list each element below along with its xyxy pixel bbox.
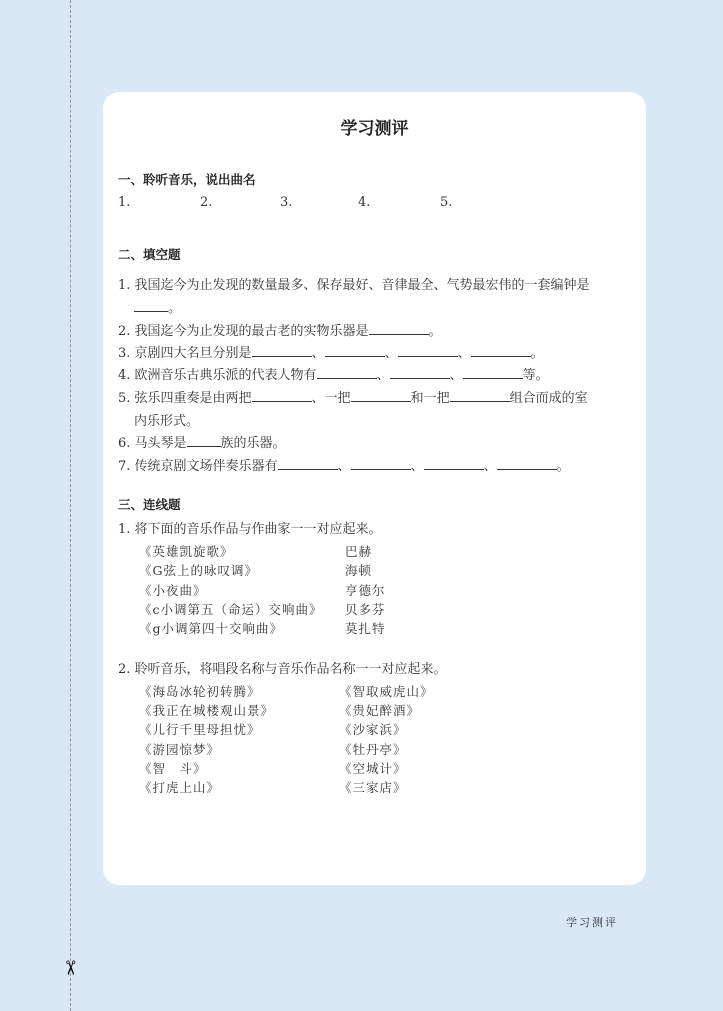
question-text: 、 (457, 346, 471, 361)
question-text: 等。 (522, 368, 549, 383)
fill-blank-line (118, 432, 286, 451)
matching-right-item: 《智取威虎山》 (339, 684, 434, 699)
matching-right-item: 《贵妃醉酒》 (339, 703, 421, 719)
matching-right-item: 莫扎特 (345, 621, 386, 637)
matching-left-item: 《g小调第四十交响曲》 (139, 621, 284, 637)
section3-heading: 三、连线题 (118, 497, 181, 512)
answer-blank[interactable] (187, 434, 221, 447)
answer-blank[interactable] (134, 299, 168, 312)
answer-blank[interactable] (325, 344, 385, 357)
question-text: 。 (428, 324, 442, 339)
answer-blank[interactable] (471, 344, 531, 357)
question-text: 5. 弦乐四重奏是由两把 (118, 391, 252, 406)
question-text: 1. 我国迄今为止发现的数量最多、保存最好、音律最全、气势最宏伟的一套编钟是 (118, 278, 590, 293)
fill-blank-line (118, 455, 570, 474)
question-text: 。 (530, 346, 544, 361)
section1-heading: 一、聆听音乐，说出曲名 (118, 172, 256, 187)
question-text: 组合而成的室 (509, 391, 588, 406)
matching-right-item: 巴赫 (345, 544, 373, 559)
question-text: 内乐形式。 (134, 414, 200, 429)
matching-left-item: 《游园惊梦》 (139, 741, 221, 757)
question-text: 、 (376, 368, 390, 383)
matching-left-item: 《儿行千里母担忧》 (139, 722, 261, 738)
answer-blank[interactable] (252, 344, 312, 357)
matching-left-item: 《海岛冰轮初转腾》 (139, 684, 261, 699)
question-text: 6. 马头琴是 (118, 436, 187, 451)
question-text: 族的乐器。 (220, 436, 286, 451)
cut-line (70, 0, 71, 1011)
answer-blank[interactable] (450, 389, 510, 402)
answer-blank[interactable] (398, 344, 458, 357)
matching-q1-prompt: 1. 将下面的音乐作品与作曲家一一对应起来。 (118, 522, 382, 537)
assessment-card (103, 92, 646, 885)
fill-blank-line (118, 320, 442, 339)
answer-blank[interactable] (497, 457, 557, 470)
fill-blank-line (134, 410, 199, 429)
answer-blank[interactable] (351, 389, 411, 402)
answer-blank[interactable] (424, 457, 484, 470)
matching-left-item: 《打虎上山》 (139, 780, 221, 795)
question-text: 、 (410, 459, 424, 474)
answer-blank[interactable] (278, 457, 338, 470)
question-text: 。 (168, 301, 182, 316)
scissors-icon: ✂ (58, 959, 83, 977)
matching-left-item: 《G弦上的咏叹调》 (139, 563, 258, 579)
question-text: 7. 传统京剧文场伴奏乐器有 (118, 459, 278, 474)
question-text: 、 (384, 346, 398, 361)
answer-blank[interactable] (252, 389, 312, 402)
answer-blank[interactable] (390, 366, 450, 379)
question-text: 、 (483, 459, 497, 474)
answer-blank[interactable] (317, 366, 377, 379)
fill-blank-line (118, 342, 544, 361)
matching-right-item: 《沙家浜》 (339, 722, 407, 738)
matching-left-item: 《英雄凯旋歌》 (139, 544, 234, 559)
matching-right-item: 贝多芬 (345, 601, 386, 617)
question-text: 3. 京剧四大名旦分别是 (118, 346, 252, 361)
matching-right-item: 《空城计》 (339, 760, 407, 776)
question-text: 、一把 (311, 391, 351, 406)
question-text: 、 (311, 346, 325, 361)
matching-left-item: 《小夜曲》 (139, 582, 207, 598)
fill-blank-line (134, 297, 181, 316)
matching-right-item: 海顿 (345, 563, 373, 579)
matching-left-item: 《c小调第五（命运）交响曲》 (139, 601, 323, 617)
question-text: 、 (449, 368, 463, 383)
page-title: 学习测评 (340, 119, 409, 139)
answer-blank[interactable] (351, 457, 411, 470)
answer-blank[interactable] (463, 366, 523, 379)
matching-left-item: 《智 斗》 (139, 760, 207, 776)
matching-right-item: 亨德尔 (345, 582, 386, 598)
question-text: 和一把 (410, 391, 450, 406)
question-text: 2. 我国迄今为止发现的最古老的实物乐器是 (118, 324, 369, 339)
answer-number: 5. (440, 195, 453, 210)
matching-q2-prompt: 2. 聆听音乐，将唱段名称与音乐作品名称一一对应起来。 (118, 662, 447, 677)
question-text: 4. 欧洲音乐古典乐派的代表人物有 (118, 368, 317, 383)
matching-left-item: 《我正在城楼观山景》 (139, 703, 275, 719)
answer-blank[interactable] (369, 322, 429, 335)
fill-blank-line (118, 387, 588, 406)
matching-right-item: 《三家店》 (339, 780, 407, 795)
section2-heading: 二、填空题 (118, 247, 181, 262)
answer-number: 2. (200, 195, 213, 210)
fill-blank-line (118, 274, 590, 293)
question-text: 。 (556, 459, 570, 474)
fill-blank-line (118, 364, 549, 383)
answer-number: 4. (358, 195, 371, 210)
answer-number: 3. (280, 195, 293, 210)
page-footer: 学习测评 (566, 916, 618, 929)
matching-right-item: 《牡丹亭》 (339, 741, 407, 757)
question-text: 、 (337, 459, 351, 474)
answer-number: 1. (118, 195, 131, 210)
